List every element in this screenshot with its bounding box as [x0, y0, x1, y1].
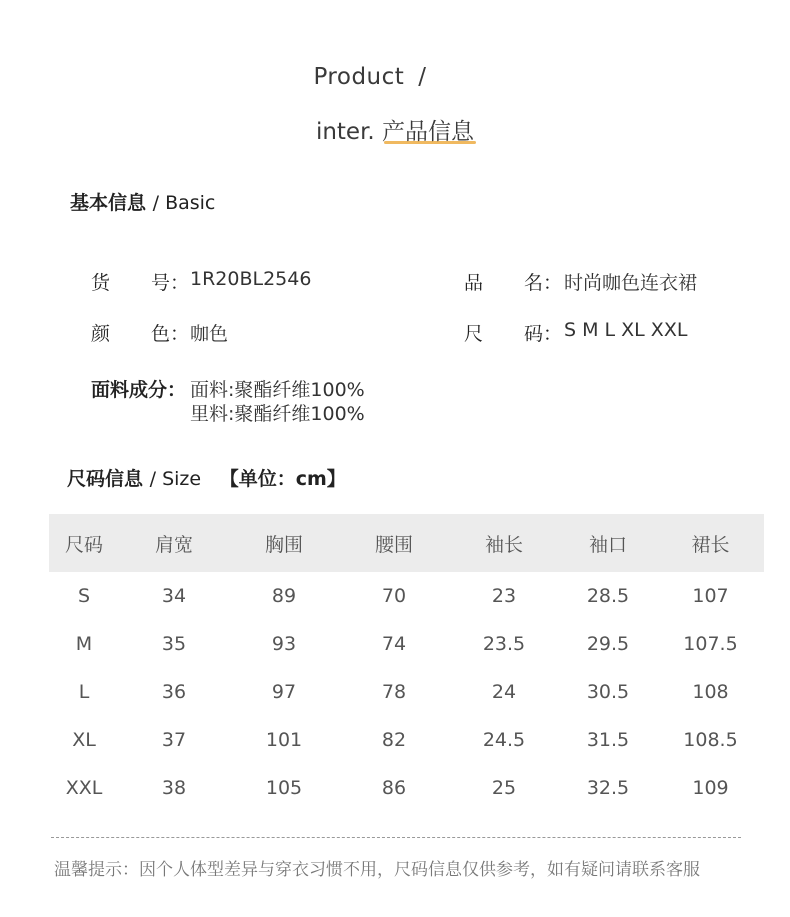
table-cell: 37 [161, 729, 187, 751]
header-shoulder: 肩宽 [119, 514, 229, 572]
table-row [49, 668, 764, 716]
name-label-a: 品 [464, 272, 484, 294]
size-label-b: 码： [524, 323, 563, 345]
table-cell: 86 [381, 777, 407, 799]
table-cell: 108 [692, 681, 729, 703]
table-cell: 101 [265, 729, 303, 751]
basic-section-en: / Basic [152, 192, 216, 214]
size-label-a: 尺 [464, 323, 484, 345]
header-size: 尺码 [49, 514, 119, 572]
table-cell: L [78, 681, 90, 703]
table-cell: 109 [692, 777, 729, 799]
table-cell: 23.5 [482, 633, 526, 655]
dashed-divider [51, 837, 741, 838]
table-cell: 35 [161, 633, 187, 655]
name-label-b: 名： [524, 272, 563, 294]
table-cell: 105 [265, 777, 303, 799]
basic-section-cn: 基本信息 [70, 192, 147, 214]
color-label-b: 色： [151, 323, 190, 345]
table-cell: 107 [692, 585, 729, 607]
table-cell: XXL [65, 777, 103, 799]
color-value: 咖色 [190, 323, 229, 345]
header-sleeve-length: 袖长 [449, 514, 559, 572]
title-chinese [382, 113, 474, 146]
table-cell: M [75, 633, 93, 655]
table-cell: 24.5 [482, 729, 526, 751]
table-cell: 23 [491, 585, 517, 607]
color-label-a: 颜 [91, 323, 111, 345]
table-cell: 36 [161, 681, 187, 703]
title-chinese-text: 产品信息 [382, 119, 475, 145]
table-cell: 74 [381, 633, 407, 655]
fabric-line-2: 里料:聚酯纤维100% [190, 403, 365, 425]
title-product: Product [313, 64, 405, 90]
table-cell: 25 [491, 777, 517, 799]
fabric-line-1: 面料:聚酯纤维100% [190, 379, 365, 401]
size-section-en: / Size [149, 468, 202, 490]
table-cell: 93 [271, 633, 297, 655]
table-cell: 78 [381, 681, 407, 703]
item-no-label-b: 号： [151, 272, 190, 294]
table-row [49, 572, 764, 620]
basic-section-heading [70, 188, 215, 215]
table-cell: 32.5 [586, 777, 630, 799]
size-section-cn: 尺码信息 [67, 468, 144, 490]
header-bust: 胸围 [229, 514, 339, 572]
item-no-value: 1R20BL2546 [190, 268, 312, 290]
size-table [49, 514, 764, 812]
header-cuff: 袖口 [559, 514, 657, 572]
table-cell: 89 [271, 585, 297, 607]
table-cell: 70 [381, 585, 407, 607]
table-cell: 107.5 [683, 633, 738, 655]
table-cell: 38 [161, 777, 187, 799]
title-slash: / [418, 64, 427, 90]
size-unit: 【单位：cm】 [219, 468, 346, 490]
size-value: S M L XL XXL [564, 319, 688, 341]
table-cell: 97 [271, 681, 297, 703]
name-value: 时尚咖色连衣裙 [564, 272, 698, 294]
table-cell: 34 [161, 585, 187, 607]
table-row [49, 764, 764, 812]
header-dress-length: 裙长 [657, 514, 764, 572]
header-waist: 腰围 [339, 514, 449, 572]
title-inter: inter. [315, 119, 375, 145]
table-row [49, 716, 764, 764]
table-cell: 24 [491, 681, 517, 703]
table-cell: 108.5 [683, 729, 738, 751]
size-section-heading [67, 464, 346, 491]
size-table-header-row [49, 514, 764, 572]
item-no-label-a: 货 [91, 272, 111, 294]
table-cell: 82 [381, 729, 407, 751]
table-cell: 30.5 [586, 681, 630, 703]
fabric-label: 面料成分： [91, 379, 187, 401]
footer-note: 温馨提示：因个人体型差异与穿衣习惯不用，尺码信息仅供参考，如有疑问请联系客服 [54, 860, 700, 880]
table-cell: S [77, 585, 91, 607]
table-cell: 29.5 [586, 633, 630, 655]
page-title-line1 [0, 64, 740, 90]
table-cell: 28.5 [586, 585, 630, 607]
table-cell: XL [72, 729, 96, 751]
table-cell: 31.5 [586, 729, 630, 751]
table-row [49, 620, 764, 668]
page-title-line2 [0, 113, 790, 146]
